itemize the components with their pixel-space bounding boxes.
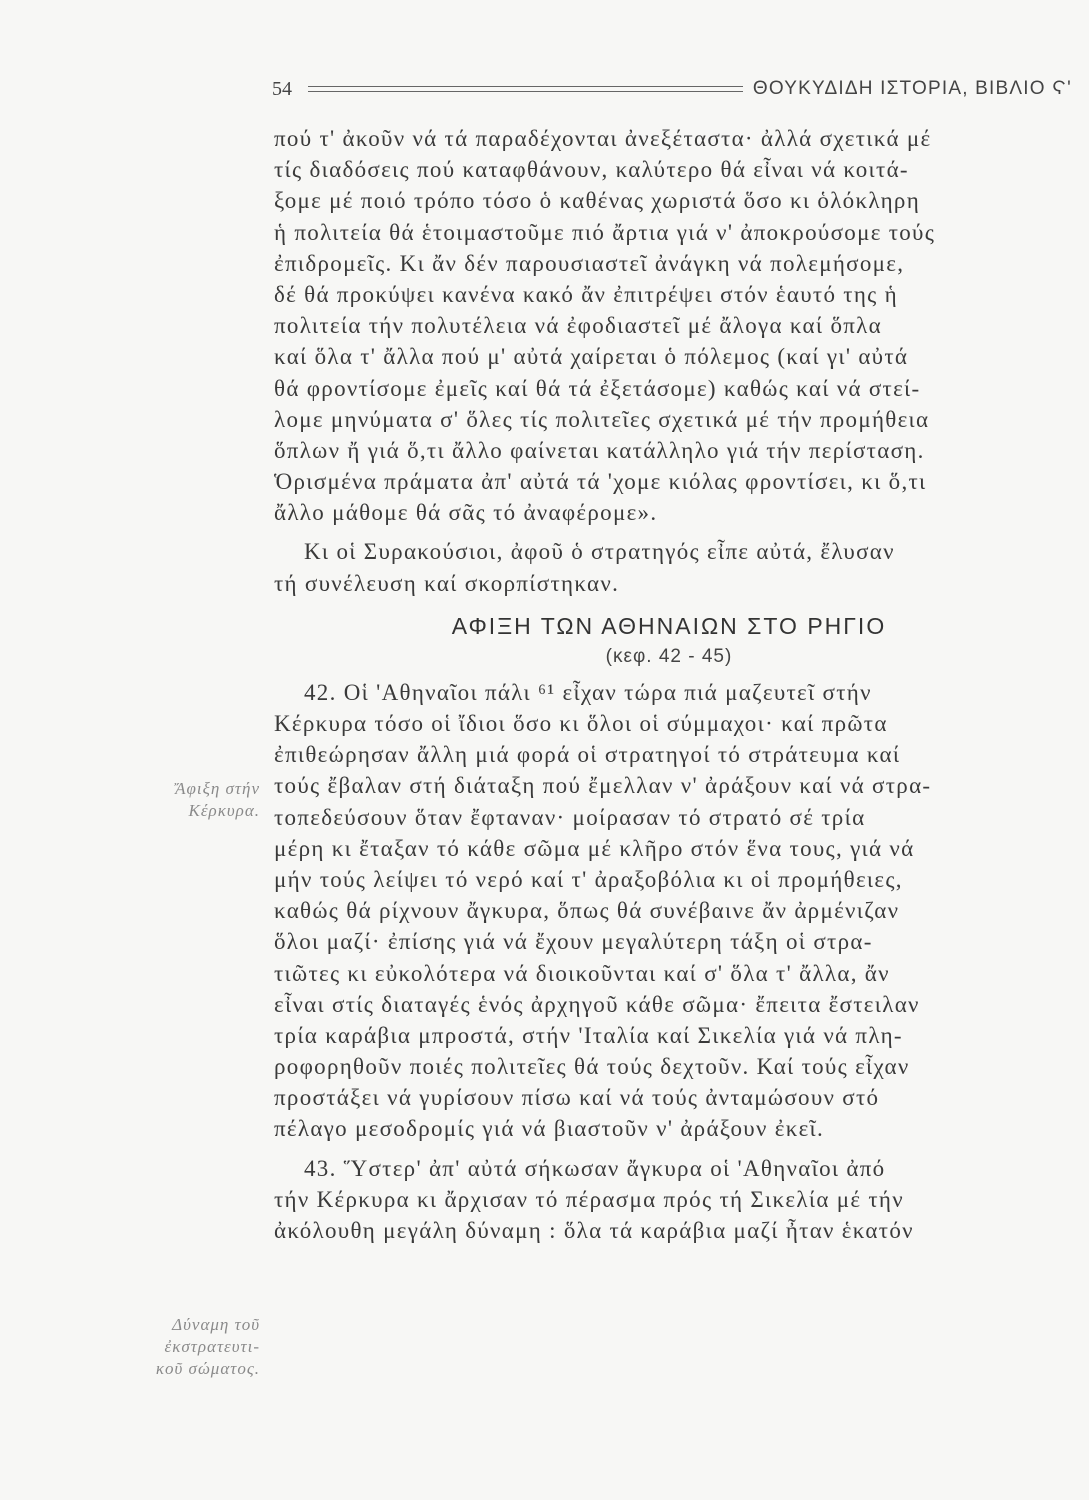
- text-line: ὅπλων ἤ γιά ὅ,τι ἄλλο φαίνεται κατάλληλο γιά τήν περίσταση.: [274, 437, 925, 463]
- margin-note-arrival: [100, 778, 260, 822]
- text-line: πού τ' ἀκοῦν νά τά παραδέχονται ἀνεξέταστα· ἀλλά σχετικά μέ: [274, 126, 932, 151]
- body-text: [274, 123, 1064, 1246]
- text-line: ἄλλο μάθομε θά σᾶς τό ἀναφέρομε».: [274, 500, 658, 526]
- text-line: θά φροντίσομε ἐμεῖς καί θά τά ἐξετάσομε) καθώς καί νά στεί-: [274, 375, 921, 401]
- section-title: ΑΦΙΞΗ ΤΩΝ ΑΘΗΝΑΙΩΝ ΣΤΟ ΡΗΓΙΟ: [451, 612, 887, 639]
- text-line: τή συνέλευση καί σκορπίστηκαν.: [274, 570, 620, 596]
- text-line: καθώς θά ρίχνουν ἄγκυρα, ὅπως θά συνέβαινε ἄν ἀρμένιζαν: [274, 898, 900, 924]
- text-line: πολιτεία τήν πολυτέλεια νά ἐφοδιαστεῖ μέ ἄλογα καί ὅπλα: [274, 313, 882, 339]
- margin-note-line: ἐκστρατευτι-: [164, 1337, 260, 1356]
- text-line: ἐπιδρομεῖς. Κι ἄν δέν παρουσιαστεῖ ἀνάγκη νά πολεμήσομε,: [274, 250, 905, 276]
- text-line: τοπεδεύσουν ὅταν ἔφταναν· μοίρασαν τό στρατό σέ τρία: [274, 804, 866, 830]
- text-line: ὅλοι μαζί· ἐπίσης γιά νά ἔχουν μεγαλύτερη τάξη οἱ στρα-: [274, 929, 873, 955]
- margin-note-line: κοῦ σώματος.: [155, 1359, 260, 1378]
- text-line: προστάξει νά γυρίσουν πίσω καί νά τούς ἀνταμώσουν στό: [274, 1085, 880, 1111]
- paragraph-2: [274, 536, 1064, 598]
- text-line: τιῶτες κι εὐκολότερα νά διοικοῦνται καί σ' ὅλα τ' ἄλλα, ἄν: [274, 960, 890, 986]
- text-line: δέ θά προκύψει κανένα κακό ἄν ἐπιτρέψει στόν ἑαυτό της ἡ: [274, 281, 898, 307]
- paragraph-3: [274, 677, 1064, 1145]
- margin-note-line: Κέρκυρα.: [188, 801, 260, 820]
- margin-note-line: Ἄφιξη στήν: [175, 779, 260, 798]
- page-header: [272, 72, 1072, 106]
- margin-note-force: [100, 1314, 260, 1380]
- paragraph-4: [274, 1153, 1064, 1247]
- text-line: ἐπιθεώρησαν ἄλλη μιά φορά οἱ στρατηγοί τό στράτευμα καί: [274, 742, 901, 768]
- header-rule: [308, 86, 743, 92]
- paragraph-1: [274, 123, 1064, 528]
- text-line: λομε μηνύματα σ' ὅλες τίς πολιτεῖες σχετικά μέ τήν προμήθεια: [274, 406, 930, 432]
- text-line: τίς διαδόσεις πού καταφθάνουν, καλύτερο θά εἶναι νά κοιτά-: [274, 157, 909, 183]
- text-line: 42. Οἱ 'Αθηναῖοι πάλι ⁶¹ εἶχαν τώρα πιά μαζευτεῖ στήν: [304, 679, 872, 705]
- text-line: Κέρκυρα τόσο οἱ ἴδιοι ὅσο κι ὅλοι οἱ σύμμαχοι· καί πρῶτα: [274, 711, 888, 736]
- text-line: ἡ πολιτεία θά ἑτοιμαστοῦμε πιό ἄρτια γιά ν' ἀποκρούσομε τούς: [274, 219, 936, 245]
- text-line: μήν τούς λείψει τό νερό καί τ' ἀραξοβόλια κι οἱ προμήθειες,: [274, 866, 903, 892]
- text-line: μέρη κι ἔταξαν τό κάθε σῶμα μέ κλῆρο στόν ἕνα τους, γιά νά: [274, 835, 915, 861]
- text-line: τήν Κέρκυρα κι ἄρχισαν τό πέρασμα πρός τή Σικελία μέ τήν: [274, 1186, 904, 1212]
- text-line: Κι οἱ Συρακούσιοι, ἀφοῦ ὁ στρατηγός εἶπε αὐτά, ἔλυσαν: [304, 539, 895, 565]
- text-line: ἀκόλουθη μεγάλη δύναμη : ὅλα τά καράβια μαζί ἦταν ἑκατόν: [274, 1218, 914, 1243]
- text-line: τρία καράβια μπροστά, στήν 'Ιταλία καί Σικελία γιά νά πλη-: [274, 1022, 903, 1048]
- section-subtitle: (κεφ. 42 - 45): [605, 645, 733, 667]
- text-line: εἶναι στίς διαταγές ἑνός ἀρχηγοῦ κάθε σῶμα· ἔπειτα ἔστειλαν: [274, 991, 920, 1017]
- page-number: 54: [272, 77, 292, 100]
- text-line: ροφορηθοῦν ποιές πολιτεῖες θά τούς δεχτοῦν. Καί τούς εἶχαν: [274, 1054, 910, 1080]
- text-line: καί ὅλα τ' ἄλλα πού μ' αὐτά χαίρεται ὁ πόλεμος (καί γι' αὐτά: [274, 344, 909, 370]
- text-line: ξομε μέ ποιό τρόπο τόσο ὁ καθένας χωριστά ὅσο κι ὁλόκληρη: [274, 188, 921, 214]
- text-line: πέλαγο μεσοδρομίς γιά νά βιαστοῦν ν' ἀράξουν ἐκεῖ.: [274, 1116, 825, 1142]
- running-title: ΘΟΥΚΥΔΙΔΗ ΙΣΤΟΡΙΑ, ΒΙΒΛΙΟ Ϛ': [752, 78, 1072, 99]
- margin-note-line: Δύναμη τοῦ: [172, 1315, 260, 1334]
- text-line: Ὁρισμένα πράματα ἀπ' αὐτά τά 'χομε κιόλας φροντίσει, κι ὅ,τι: [274, 469, 927, 495]
- text-line: 43. Ὕστερ' ἀπ' αὐτά σήκωσαν ἄγκυρα οἱ 'Αθηναῖοι ἀπό: [304, 1155, 886, 1181]
- text-line: τούς ἔβαλαν στή διάταξη πού ἔμελλαν ν' ἀράξουν καί νά στρα-: [274, 773, 932, 799]
